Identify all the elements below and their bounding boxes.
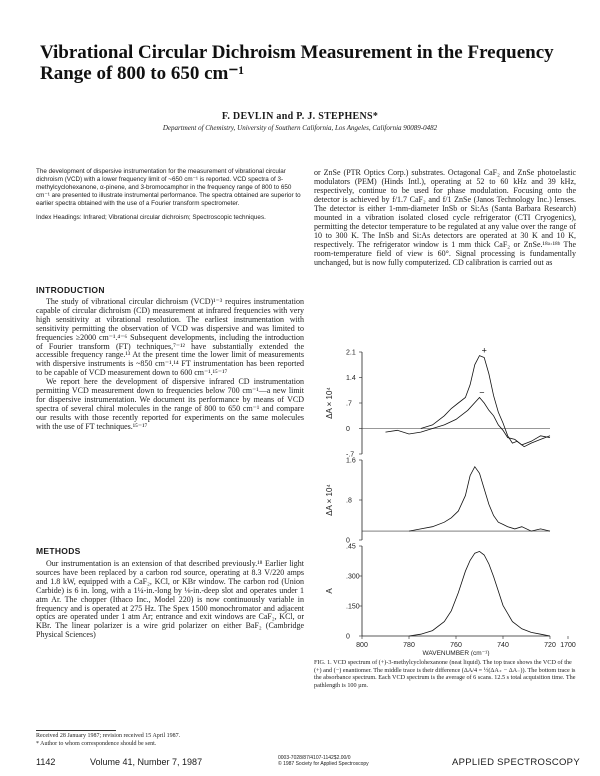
issn: 0003-7028/87/4107-1142$2.00/0 (278, 755, 351, 761)
x-tick-label: 740 (497, 642, 509, 649)
footnote-author: * Author to whom correspondence should be sent. (36, 740, 157, 747)
panel-1-y-tick-label: .8 (346, 497, 352, 505)
footnote-rule (36, 730, 116, 731)
panel-0-series--line (386, 398, 551, 445)
x-tick-label: 780 (403, 642, 415, 649)
panel-0-y-tick-label: 1.4 (346, 375, 356, 382)
panel-1-y-label: ΔA × 10⁴ (325, 484, 334, 516)
panel-2-series-absorbance-line (409, 551, 550, 636)
journal-name: APPLIED SPECTROSCOPY (452, 757, 580, 768)
figure-1-vcd-spectrum (314, 344, 576, 656)
abstract: The development of dispersive instrumentation for the measurement of vibrational circular dichroism (VCD) with a lower frequency limit of ~650 cm⁻¹ is reported. VCD spectra of 3-methylcyclohexanone, α-pinene, and 3-bromocamphor in the frequency range of 800 to 650 cm⁻¹ are presented to illustrate instrumental performance. The spectra obtained are superior to earlier spectra obtained with the use of a Fourier transform spectrometer. (36, 168, 301, 207)
paper-title: Vibrational Circular Dichroism Measurement in the Frequency Range of 800 to 650 cm⁻¹ (40, 42, 554, 84)
panel-2-y-tick-label: .45 (346, 543, 356, 551)
x-tick-label: 1700 (560, 642, 576, 649)
intro-paragraph-1: The study of vibrational circular dichroism (VCD)¹⁻³ requires instrumentation capable of circular dichroism (CD) measurement at infrared frequencies with very high sensitivity at vibrational resolution. The earliest instrumentation with sensitivity permitting the observation of VCD was dispersive and was limited to frequencies ≥2000 cm⁻¹.⁴⁻⁶ Subsequent developments, including the introduction of Fourier transform (FT) techniques,⁷⁻¹² have substantially extended the accessible frequency range.¹³ At the present time the lower limit of measurements with dispersive instruments is ~850 cm⁻¹.¹⁴ FT instrumentation has been reported to be capable of VCD measurement down to 600 cm⁻¹.¹⁵⁻¹⁷ (36, 297, 304, 378)
panel-2-y-tick-label: .150 (346, 603, 360, 611)
panel-1-y-tick-label: 0 (346, 537, 350, 545)
x-tick-label: 720 (544, 642, 556, 649)
panel-0-annotation-plus: + (481, 345, 487, 356)
panel-0-series--line (421, 356, 550, 447)
intro-paragraph-2: We report here the development of dispersive infrared CD instrumentation permitting VCD measurement down to frequencies below 700 cm⁻¹—a new limit for dispersive instrumentation. We document its performance by means of VCD spectra of several chiral molecules in the range of 800 to 650 cm⁻¹ and compare our results with those recently reported for experiments on the same molecules with the use of FT techniques.¹⁵⁻¹⁷ (36, 377, 304, 431)
panel-0-y-tick-label: 2.1 (346, 349, 356, 357)
x-tick-label: 760 (450, 642, 462, 649)
affiliation: Department of Chemistry, University of Southern California, Los Angeles, California 90089-0482 (162, 124, 438, 132)
authors: F. DEVLIN and P. J. STEPHENS* (221, 111, 379, 122)
page-number: 1142 (36, 757, 56, 767)
panel-2-y-tick-label: .300 (346, 573, 360, 581)
panel-0-y-label: ΔA × 10⁴ (325, 387, 334, 419)
right-column-text (314, 168, 576, 267)
panel-1-y-tick-label: 1.6 (346, 457, 356, 465)
methods-body (36, 560, 304, 640)
index-headings: Index Headings: Infrared; Vibrational circular dichroism; Spectroscopic techniques. (36, 214, 266, 221)
section-heading-introduction: INTRODUCTION (36, 285, 105, 295)
footnote-received: Received 28 January 1987; revision received 15 April 1987. (36, 733, 181, 739)
copyright: © 1987 Society for Applied Spectroscopy (278, 761, 369, 767)
panel-0-y-tick-label: .7 (346, 400, 352, 408)
issn-block (278, 755, 369, 767)
right-paragraph-1: or ZnSe (PTR Optics Corp.) substrates. Octagonal CaF₂ and ZnSe photoelastic modulators (PEM) (Hinds Intl.), operating at 52 to 60 kHz and 39 kHz, respectively, continue to be used for phase modulation. Focusing onto the detector is achieved by f/1.7 CaF₂ and f/1 ZnSe (Janos Technology Inc.) lenses. The detector is either 1-mm-diameter InSb or Si:As (Santa Barbara Research) mounted in a vibration isolated closed cycle refrigerator (CTI Cryogenics), permitting the detector temperature to be regulated at any value over the range of 10 to 300 K. The InSb and Si:As detectors are operated at 30 K and 10 K, respectively. The refrigerator window is 1 mm thick CaF₂ or ZnSe.¹⁸ᵃ·¹⁸ᵇ The room-temperature field of view is 60°. Signal processing is fundamentally unchanged, but is now fully computerized. CD calibration is carried out as (314, 168, 576, 267)
methods-paragraph-1: Our instrumentation is an extension of that described previously.¹⁸ Earlier light sources have been replaced by a carbon rod source, operating at 8.3 V/220 amps and 1.8 kW, equipped with a CaF₂, KCl, or KBr window. The carbon rod (Union Carbide) is 6 in. long, with a 1¼-in.-long by ⅛-in.-deep slot and operates under 1 atm Ar. The chopper (Ithaco Inc., Model 220) is now continuously variable in frequency and is operated at 275 Hz. The Spex 1500 monochromator and adjacent optics are operated under 1 atm Ar; entrance and exit windows are CaF₂, KCl, or KBr. The linear polarizer is a wire grid polarizer on either BaF₂ (Cambridge Physical Sciences) (36, 559, 304, 640)
volume-info: Volume 41, Number 7, 1987 (90, 757, 203, 767)
panel-0-y-tick-label: -.7 (346, 451, 355, 459)
footnotes (36, 733, 304, 748)
panel-2-y-label: A (325, 588, 334, 594)
figure-caption: FIG. 1. VCD spectrum of (+)-3-methylcyclohexanone (neat liquid). The top trace shows the VCD of the (+) and (−) enantiomer. The middle trace is their difference (ΔA/4 = ½(ΔA₊ − ΔA₋)). The bottom trace is the absorbance spectrum. Each VCD spectrum is the average of 6 scans. 12.5 s total acquisition time. The pathlength is 100 µm. (314, 659, 576, 689)
panel-0-y-tick-label: 0 (346, 426, 350, 433)
x-tick-label: 800 (356, 642, 368, 649)
panel-0-annotation-minus: − (479, 387, 485, 398)
introduction-body (36, 298, 304, 432)
section-heading-methods: METHODS (36, 546, 81, 556)
panel-2-y-tick-label: 0 (346, 633, 350, 641)
x-axis-label: WAVENUMBER (cm⁻¹) (422, 650, 490, 656)
panel-1-series-difference-line (409, 467, 550, 531)
